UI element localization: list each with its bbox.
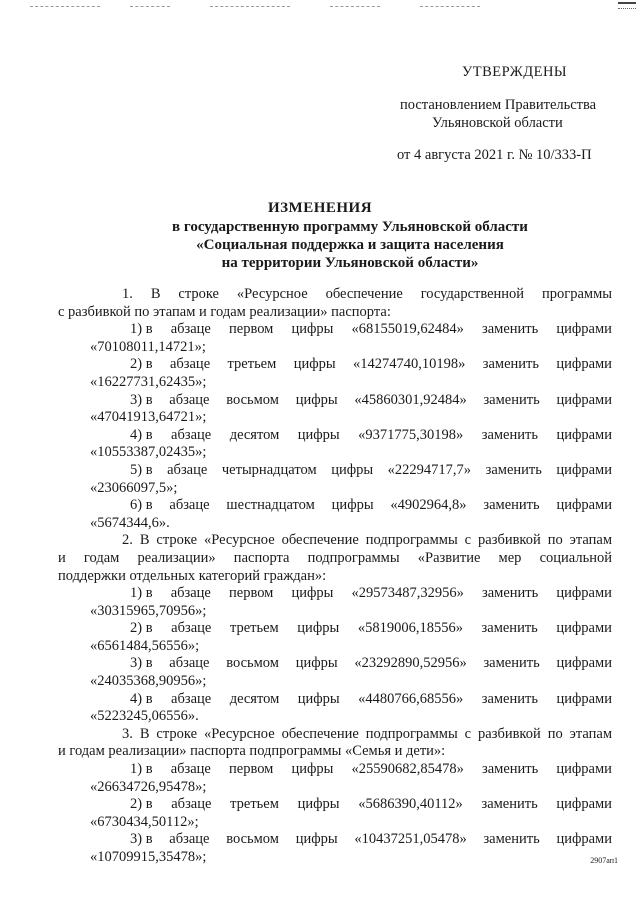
approval-line-2: Ульяновской области — [432, 115, 563, 131]
amendment-word: 2) в — [130, 620, 153, 637]
amendment-new-value: «30315965,70956»; — [90, 602, 207, 619]
heading-subtitle-1: в государственную программу Ульяновской области — [172, 219, 528, 235]
amendment-word: третьем — [229, 620, 279, 637]
amendment-word: десятом — [229, 426, 280, 443]
amendment-word: заменить — [482, 321, 539, 338]
amendment-item — [90, 761, 612, 779]
amendment-word: цифры — [297, 426, 340, 443]
scan-margin-marks — [0, 0, 640, 14]
amendment-word: 3) в — [130, 391, 153, 408]
amendment-word: десятом — [229, 690, 280, 707]
amendment-word: цифрами — [556, 391, 612, 408]
section-lead — [58, 286, 612, 321]
amendment-word: «22294717,7» — [387, 461, 472, 478]
section-lead-line: с разбивкой по этапам и годам реализации» паспорта: — [58, 303, 391, 320]
amendment-word: заменить — [482, 761, 539, 778]
amendment-new-value: «26634726,95478»; — [90, 778, 207, 795]
amendment-word: абзаце — [169, 497, 210, 514]
amendment-word: 4) в — [130, 426, 153, 443]
amendment-word: первом — [229, 321, 274, 338]
amendment-word: цифрами — [556, 761, 612, 778]
amendment-word: 2) в — [130, 356, 153, 373]
amendment-word: абзаце — [167, 461, 208, 478]
amendment-word: восьмом — [226, 655, 279, 672]
section-lead-line: и годам реализации» паспорта подпрограммы «Развитие мер социальной — [58, 549, 612, 566]
amendment-item — [90, 831, 612, 849]
amendment-word: цифры — [291, 321, 334, 338]
amendment-word: абзаце — [169, 391, 210, 408]
section-lead-line: и годам реализации» паспорта подпрограммы «Семья и дети»: — [58, 743, 446, 760]
amendment-word: 4) в — [130, 690, 153, 707]
amendment-new-value: «5674344,6». — [90, 514, 170, 531]
amendment-item — [90, 392, 612, 410]
amendment-word: 2) в — [130, 796, 153, 813]
amendment-word: абзаце — [170, 585, 211, 602]
approval-line-1: постановлением Правительства — [400, 97, 597, 113]
scan-corner-mark — [618, 2, 636, 9]
amendment-word: «45860301,92484» — [354, 391, 467, 408]
amendment-word: первом — [229, 761, 274, 778]
amendment-word: цифрами — [556, 585, 612, 602]
amendment-word: цифры — [297, 796, 340, 813]
amendment-new-value: «6730434,50112»; — [90, 813, 199, 830]
section-lead — [58, 725, 612, 761]
amendment-word: 5) в — [130, 461, 153, 478]
amendment-word: абзаце — [170, 761, 211, 778]
amendment-word: заменить — [483, 655, 540, 672]
amendment-word: заменить — [482, 356, 540, 373]
section-lead — [58, 532, 612, 585]
amendment-word: шестнадцатом — [226, 497, 315, 514]
document-body — [58, 286, 612, 867]
amendment-word: цифрами — [556, 321, 612, 338]
amendment-new-value: «16227731,62435»; — [90, 373, 207, 390]
amendment-word: заменить — [483, 831, 540, 848]
footer-code: 2907ап1 — [590, 856, 618, 865]
amendment-word: абзаце — [171, 620, 212, 637]
amendment-new-value: «5223245,06556». — [90, 708, 199, 725]
amendment-word: «10437251,05478» — [354, 831, 467, 848]
amendment-word: цифры — [291, 585, 334, 602]
amendment-new-value: «47041913,64721»; — [90, 409, 207, 426]
amendment-item — [90, 691, 612, 709]
amendment-word: цифрами — [556, 796, 612, 813]
amendment-word: восьмом — [226, 831, 279, 848]
amendment-word: заменить — [483, 391, 540, 408]
heading-title: ИЗМЕНЕНИЯ — [267, 200, 373, 216]
amendment-word: цифры — [295, 391, 338, 408]
amendment-word: цифры — [331, 461, 374, 478]
amendment-word: заменить — [483, 497, 540, 514]
amendment-item — [90, 427, 612, 445]
heading-subtitle-2: «Социальная поддержка и защита населения — [196, 237, 504, 253]
amendment-word: цифрами — [556, 655, 612, 672]
amendment-word: «4480766,68556» — [358, 690, 464, 707]
amendment-word: цифры — [295, 831, 338, 848]
amendment-item — [90, 585, 612, 603]
amendment-item — [90, 356, 612, 374]
amendment-word: заменить — [481, 690, 538, 707]
amendment-word: цифры — [295, 655, 338, 672]
amendment-word: заменить — [482, 585, 539, 602]
amendment-word: «68155019,62484» — [351, 321, 464, 338]
amendment-word: цифры — [297, 620, 340, 637]
amendment-word: «4902964,8» — [390, 497, 467, 514]
amendment-word: заменить — [485, 461, 542, 478]
amendment-word: 1) в — [130, 761, 153, 778]
amendment-word: цифрами — [556, 620, 612, 637]
amendment-item — [90, 321, 612, 339]
amendment-word: 3) в — [130, 831, 153, 848]
amendment-new-value: «10553387,02435»; — [90, 444, 207, 461]
amendment-word: цифрами — [556, 426, 612, 443]
amendment-item — [90, 497, 612, 515]
amendment-word: абзаце — [171, 690, 212, 707]
amendment-word: заменить — [481, 426, 538, 443]
section-lead-line: 3. В строке «Ресурсное обеспечение подпрограммы с разбивкой по этапам — [122, 725, 612, 742]
amendment-word: абзаце — [169, 831, 210, 848]
amendment-word: цифры — [291, 761, 334, 778]
amendment-word: цифрами — [556, 831, 612, 848]
heading-subtitle-3: на территории Ульяновской области» — [221, 255, 479, 271]
amendment-word: цифры — [293, 356, 336, 373]
amendment-word: абзаце — [170, 321, 211, 338]
amendment-word: абзаце — [169, 655, 210, 672]
amendment-word: первом — [229, 585, 274, 602]
amendment-item — [90, 462, 612, 480]
amendment-word: 1) в — [130, 585, 153, 602]
amendment-word: «25590682,85478» — [351, 761, 464, 778]
amendment-word: четырнадцатом — [221, 461, 317, 478]
amendment-new-value: «70108011,14721»; — [90, 338, 206, 355]
amendment-word: 3) в — [130, 655, 153, 672]
amendment-word: цифры — [331, 497, 374, 514]
amendment-word: заменить — [481, 796, 538, 813]
amendment-item — [90, 655, 612, 673]
amendment-word: «5819006,18556» — [357, 620, 463, 637]
amendment-word: абзаце — [171, 796, 212, 813]
amendment-word: третьем — [227, 356, 277, 373]
amendment-word: «23292890,52956» — [354, 655, 467, 672]
amendment-word: «14274740,10198» — [353, 356, 466, 373]
amendment-item — [90, 620, 612, 638]
amendment-word: цифрами — [556, 356, 612, 373]
amendment-word: абзаце — [169, 356, 211, 373]
approval-date-number: от 4 августа 2021 г. № 10/333-П — [397, 147, 592, 163]
amendment-new-value: «23066097,5»; — [90, 479, 178, 496]
amendment-word: абзаце — [171, 426, 212, 443]
amendment-word: «29573487,32956» — [351, 585, 464, 602]
amendment-new-value: «10709915,35478»; — [90, 849, 207, 865]
amendment-word: 1) в — [130, 321, 153, 338]
amendment-word: третьем — [230, 796, 279, 813]
amendment-word: цифры — [297, 690, 340, 707]
section-lead-line: 2. В строке «Ресурсное обеспечение подпрограммы с разбивкой по этапам — [122, 532, 612, 549]
amendment-word: «5686390,40112» — [358, 796, 463, 813]
amendment-word: «9371775,30198» — [358, 426, 464, 443]
amendment-word: цифрами — [556, 497, 612, 514]
amendment-word: восьмом — [226, 391, 279, 408]
amendment-new-value: «6561484,56556»; — [90, 637, 200, 654]
section-lead-line: 1. В строке «Ресурсное обеспечение государственной программы — [122, 286, 612, 302]
amendment-word: цифрами — [556, 461, 612, 478]
amendment-word: заменить — [481, 620, 538, 637]
section-lead-line: поддержки отдельных категорий граждан»: — [58, 567, 327, 584]
amendment-word: 6) в — [130, 497, 153, 514]
amendment-new-value: «24035368,90956»; — [90, 673, 207, 690]
amendment-item — [90, 796, 612, 814]
amendment-word: цифрами — [556, 690, 612, 707]
approval-title: УТВЕРЖДЕНЫ — [462, 64, 568, 80]
